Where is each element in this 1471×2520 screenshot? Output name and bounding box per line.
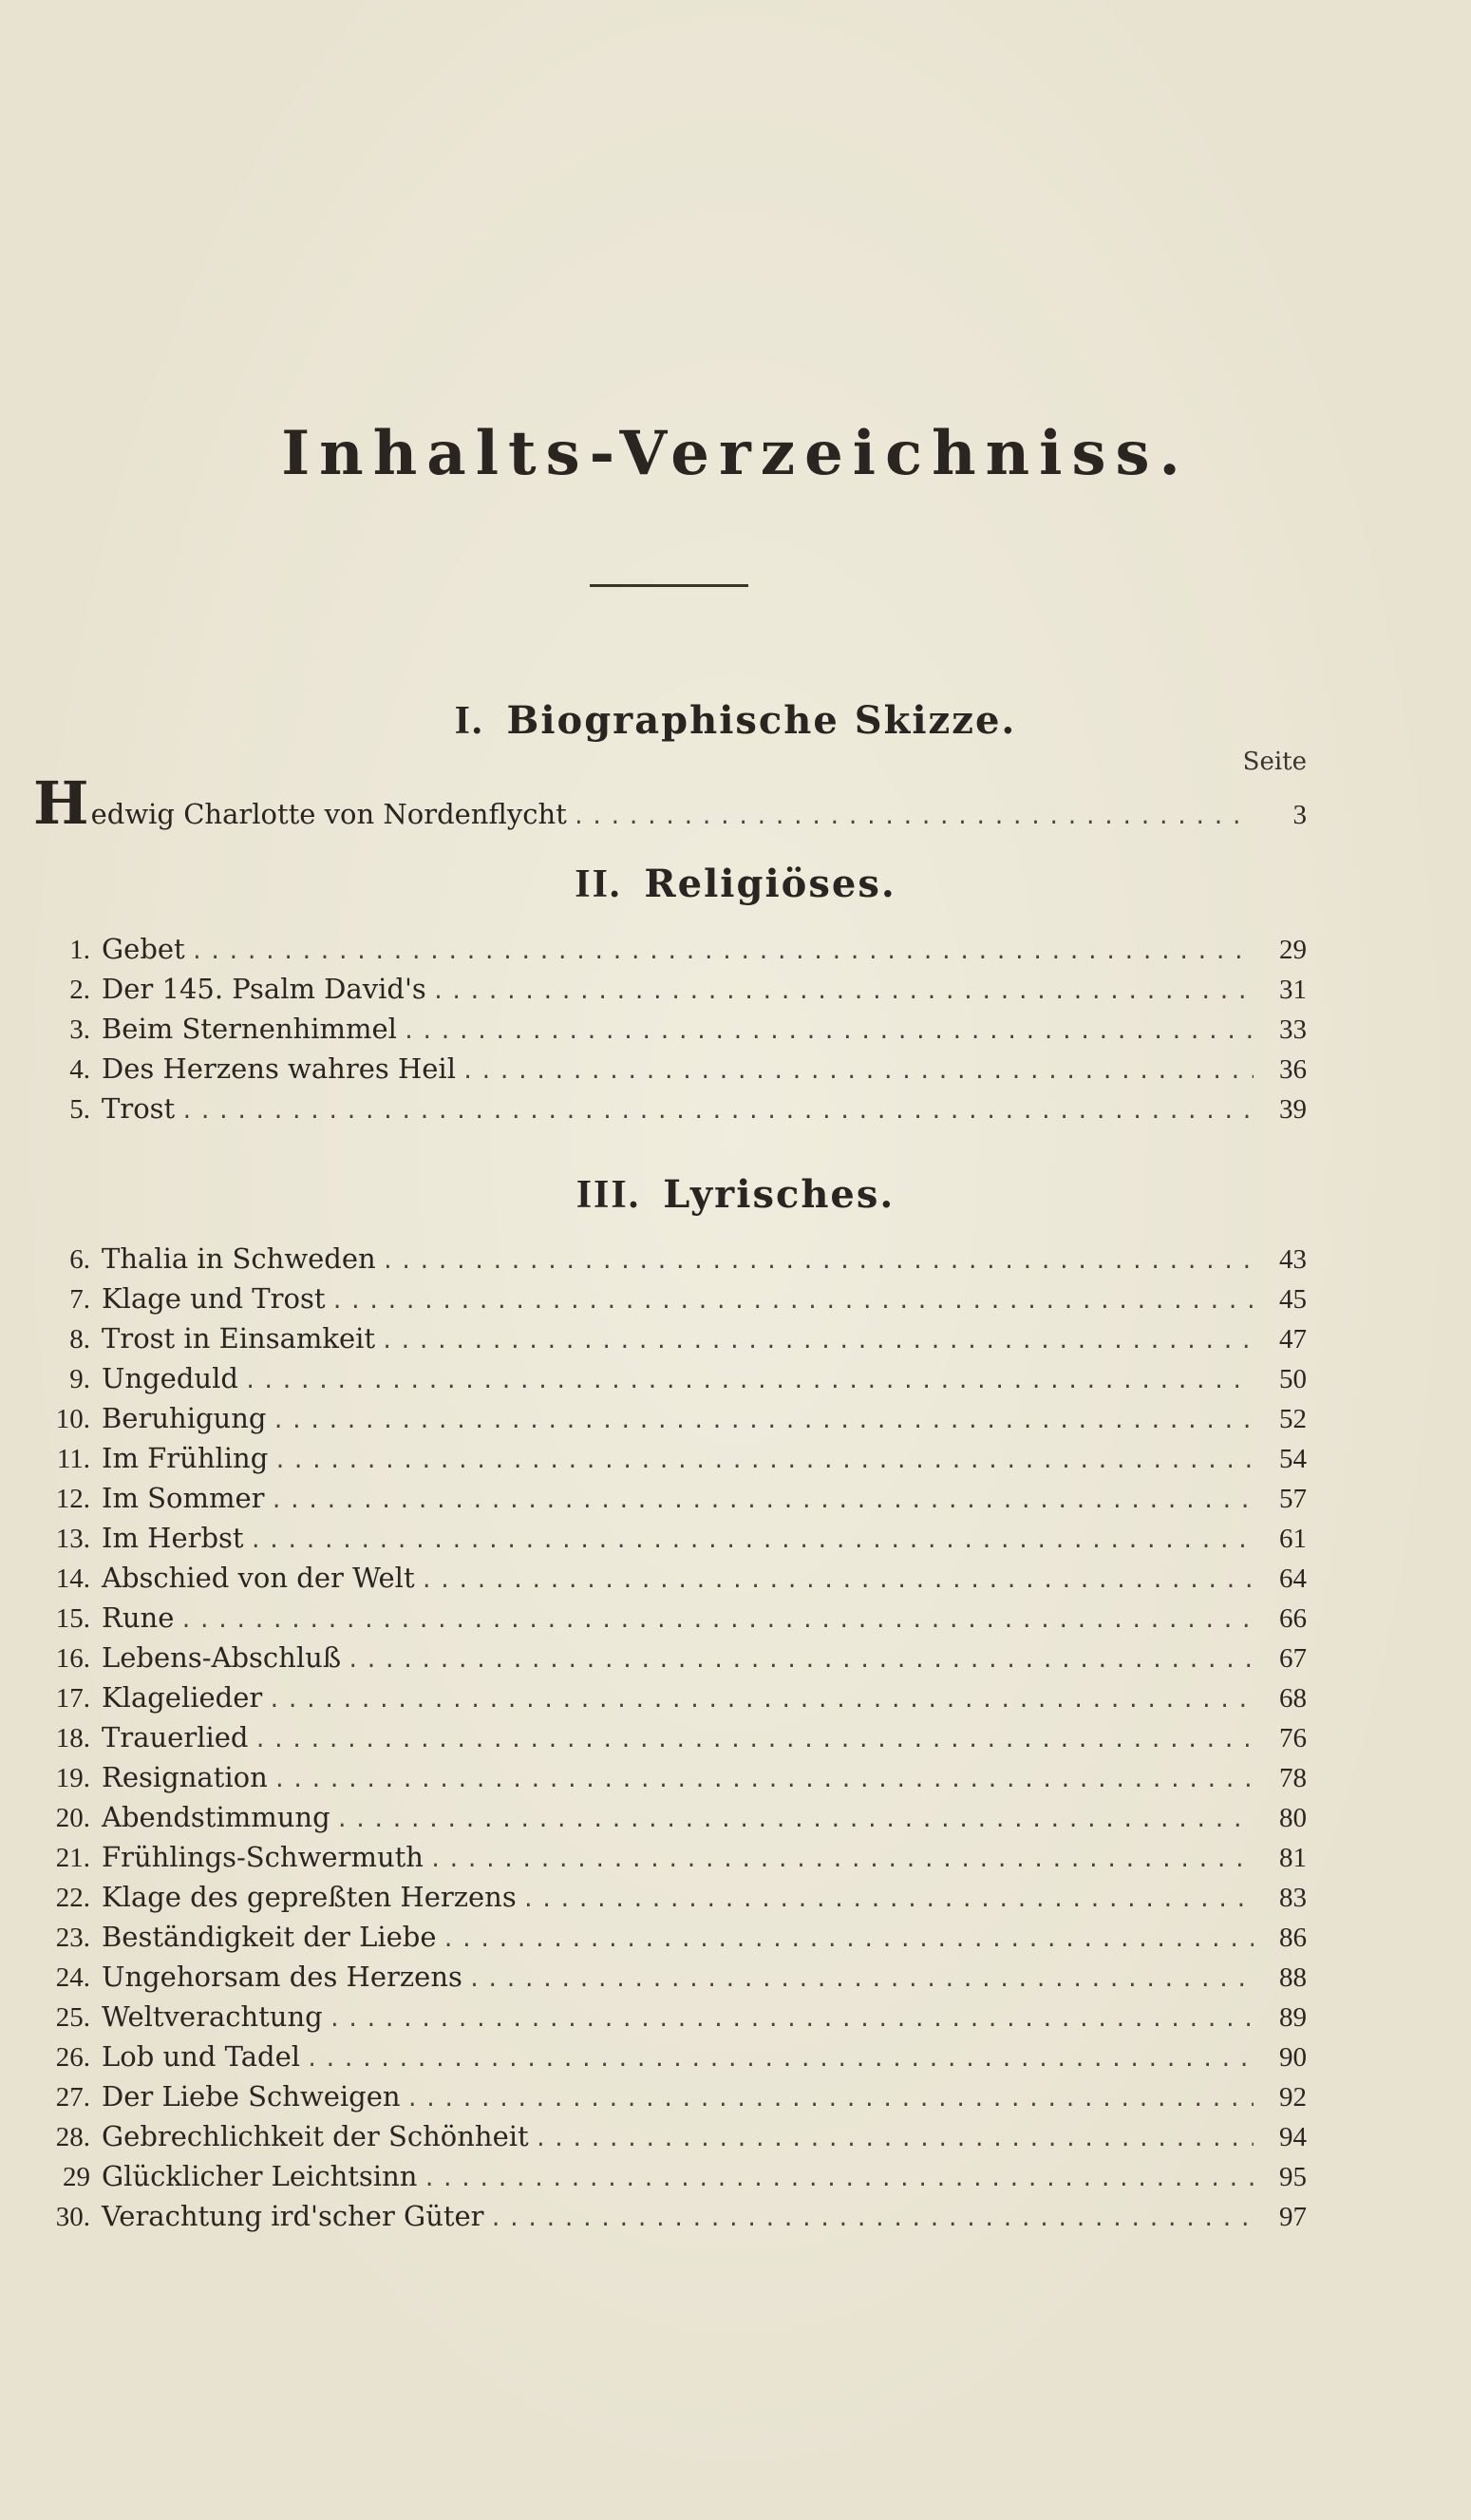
dot-leader	[347, 1649, 1254, 1673]
toc-entry-page: 33	[1279, 1014, 1307, 1045]
toc-entry	[33, 1282, 1307, 1320]
toc-entry	[33, 1601, 1307, 1639]
dot-leader	[329, 2008, 1254, 2032]
toc-entry-title: Trost in Einsamkeit	[102, 1322, 376, 1355]
toc-entry-page: 88	[1279, 1962, 1307, 1993]
toc-entry	[33, 1322, 1307, 1360]
toc-entry-page: 31	[1279, 975, 1307, 1005]
toc-entry-page: 78	[1279, 1763, 1307, 1793]
toc-entry	[33, 1681, 1307, 1719]
toc-entry-number: 10.	[55, 1404, 90, 1434]
toc-entry-number: 14.	[55, 1563, 90, 1594]
toc-entry-title: Ungehorsam des Herzens	[102, 1961, 462, 1993]
toc-entry-title: Beruhigung	[102, 1402, 267, 1434]
toc-entry-title: Im Frühling	[102, 1442, 269, 1474]
toc-entry-page: 43	[1279, 1244, 1307, 1275]
section-numeral: III.	[575, 1173, 641, 1217]
title-divider	[590, 584, 748, 587]
toc-entry	[33, 1921, 1307, 1959]
toc-entry-page: 68	[1279, 1683, 1307, 1714]
toc-entry	[33, 1402, 1307, 1440]
toc-entry-title: Trauerlied	[102, 1721, 249, 1753]
toc-entry-page: 52	[1279, 1404, 1307, 1434]
dot-leader	[331, 1290, 1254, 1314]
toc-entry	[33, 2080, 1307, 2118]
toc-entry-page: 90	[1279, 2042, 1307, 2073]
dot-leader	[271, 1489, 1254, 1513]
toc-entry-page: 76	[1279, 1723, 1307, 1753]
toc-entry	[33, 933, 1307, 971]
toc-entry-page: 86	[1279, 1923, 1307, 1953]
toc-entry-number: 2.	[69, 975, 90, 1005]
section-numeral: I.	[454, 699, 484, 743]
section-numeral: II.	[575, 862, 622, 906]
dot-leader	[490, 2207, 1254, 2231]
toc-entry-title: Abschied von der Welt	[102, 1562, 415, 1594]
toc-entry-page: 45	[1279, 1284, 1307, 1315]
toc-entry-page: 3	[1292, 800, 1307, 830]
toc-entry	[33, 1881, 1307, 1919]
drop-cap: H	[33, 768, 89, 838]
dot-leader	[535, 2128, 1254, 2151]
toc-entry-page: 64	[1279, 1563, 1307, 1594]
toc-entry	[33, 1052, 1307, 1090]
toc-entry-number: 25.	[55, 2002, 90, 2033]
toc-entry-number: 29	[63, 2162, 90, 2192]
toc-entry-number: 6.	[69, 1244, 90, 1275]
toc-entry-number: 8.	[69, 1324, 90, 1355]
toc-entry-title: edwig Charlotte von Nordenflycht	[90, 798, 567, 830]
toc-entry	[33, 1961, 1307, 1999]
dot-leader	[423, 2168, 1254, 2191]
toc-entry-page: 50	[1279, 1364, 1307, 1394]
dot-leader	[254, 1729, 1254, 1753]
dot-leader	[180, 1100, 1254, 1124]
toc-entry	[33, 973, 1307, 1011]
dot-leader	[403, 1020, 1254, 1044]
toc-entry-number: 22.	[55, 1883, 90, 1913]
toc-entry-page: 95	[1279, 2162, 1307, 2192]
dot-leader	[382, 1250, 1254, 1274]
section-title: Religiöses.	[644, 862, 896, 906]
toc-entry-number: 7.	[69, 1284, 90, 1315]
toc-entry-title: Des Herzens wahres Heil	[102, 1052, 456, 1085]
toc-entry-page: 29	[1279, 935, 1307, 965]
dot-leader	[462, 1060, 1254, 1084]
toc-entry	[33, 2200, 1307, 2238]
dot-leader	[179, 1609, 1254, 1633]
dot-leader	[381, 1330, 1254, 1354]
toc-entry	[33, 1482, 1307, 1520]
toc-entry	[33, 1562, 1307, 1600]
toc-entry-number: 30.	[55, 2202, 90, 2232]
dot-leader	[306, 2048, 1254, 2072]
toc-entry-number: 5.	[69, 1094, 90, 1125]
toc-entry	[33, 1442, 1307, 1480]
dot-leader	[250, 1529, 1254, 1553]
toc-entry-title: Gebrechlichkeit der Schönheit	[102, 2120, 529, 2152]
toc-entry-page: 92	[1279, 2082, 1307, 2113]
toc-entry	[33, 1362, 1307, 1400]
toc-entry-page: 94	[1279, 2122, 1307, 2152]
toc-entry	[33, 2000, 1307, 2038]
toc-entry-number: 19.	[55, 1763, 90, 1793]
toc-entry	[33, 2120, 1307, 2158]
toc-entry-page: 67	[1279, 1643, 1307, 1674]
toc-entry	[33, 1013, 1307, 1051]
toc-entry-title: Weltverachtung	[102, 2000, 323, 2033]
toc-entry-number: 9.	[69, 1364, 90, 1394]
dot-leader	[244, 1370, 1254, 1393]
toc-entry-title: Beim Sternenhimmel	[102, 1013, 397, 1045]
toc-entry	[33, 1522, 1307, 1560]
dot-leader	[191, 940, 1254, 964]
section-title: Biographische Skizze.	[506, 698, 1017, 743]
toc-entry-number: 12.	[55, 1484, 90, 1514]
toc-entry-title: Im Sommer	[102, 1482, 265, 1514]
toc-entry-number: 17.	[55, 1683, 90, 1714]
dot-leader	[443, 1928, 1254, 1952]
toc-entry-page: 80	[1279, 1803, 1307, 1833]
toc-entry-title: Trost	[102, 1092, 176, 1125]
toc-entry	[33, 1801, 1307, 1839]
toc-entry-number: 11.	[56, 1444, 90, 1474]
toc-entry-title: Abendstimmung	[102, 1801, 330, 1833]
toc-entry-title: Resignation	[102, 1761, 268, 1793]
toc-entry-title: Lebens-Abschluß	[102, 1641, 342, 1674]
toc-entry-page: 83	[1279, 1883, 1307, 1913]
toc-entry	[33, 1242, 1307, 1280]
toc-entry-title: Rune	[102, 1601, 175, 1634]
dot-leader	[522, 1888, 1254, 1912]
toc-entry-number: 20.	[55, 1803, 90, 1833]
dot-leader	[272, 1410, 1254, 1433]
toc-entry-page: 66	[1279, 1603, 1307, 1634]
toc-entry-page: 54	[1279, 1444, 1307, 1474]
dot-leader	[336, 1809, 1254, 1832]
toc-entry-number: 13.	[55, 1524, 90, 1554]
toc-entry-number: 18.	[55, 1723, 90, 1753]
toc-entry-title: Ungeduld	[102, 1362, 238, 1394]
toc-entry-number: 24.	[55, 1962, 90, 1993]
toc-entry-page: 36	[1279, 1054, 1307, 1085]
toc-entry-number: 27.	[55, 2082, 90, 2113]
toc-entry	[33, 1761, 1307, 1799]
toc-entry-number: 4.	[69, 1054, 90, 1085]
toc-entry-number: 16.	[55, 1643, 90, 1674]
toc-entry-number: 3.	[69, 1014, 90, 1045]
dot-leader	[468, 1968, 1254, 1992]
toc-entry-title: Glücklicher Leichtsinn	[102, 2160, 418, 2192]
section-heading-religioeses	[0, 862, 1471, 907]
toc-entry-number: 1.	[69, 935, 90, 965]
toc-entry-number: 15.	[55, 1603, 90, 1634]
toc-entry	[33, 1092, 1307, 1130]
dot-leader	[421, 1569, 1254, 1593]
section-heading-lyrisches	[0, 1172, 1471, 1218]
toc-entry-number: 21.	[55, 1843, 90, 1873]
toc-entry	[33, 1841, 1307, 1879]
toc-entry-page: 89	[1279, 2002, 1307, 2033]
dot-leader	[432, 980, 1254, 1004]
toc-entry	[33, 768, 1307, 838]
toc-entry-number: 28.	[55, 2122, 90, 2152]
toc-entry-title: Klage und Trost	[102, 1282, 326, 1315]
toc-entry-page: 97	[1279, 2202, 1307, 2232]
toc-entry-title: Der 145. Psalm David's	[102, 973, 426, 1005]
toc-entry-page: 81	[1279, 1843, 1307, 1873]
toc-entry-title: Frühlings-Schwermuth	[102, 1841, 424, 1873]
toc-entry	[33, 1641, 1307, 1679]
toc-entry-page: 61	[1279, 1524, 1307, 1554]
section-heading-biographie	[0, 698, 1471, 744]
dot-leader	[406, 2088, 1254, 2112]
dot-leader	[273, 1769, 1254, 1792]
toc-entry	[33, 1721, 1307, 1759]
toc-entry-title: Gebet	[102, 933, 185, 965]
toc-entry-title: Beständigkeit der Liebe	[102, 1921, 437, 1953]
dot-leader	[573, 805, 1254, 829]
toc-entry	[33, 2160, 1307, 2198]
dot-leader	[429, 1848, 1254, 1872]
toc-entry	[33, 2040, 1307, 2078]
toc-entry-title: Klage des gepreßten Herzens	[102, 1881, 517, 1913]
toc-entry-page: 57	[1279, 1484, 1307, 1514]
toc-entry-number: 23.	[55, 1923, 90, 1953]
toc-entry-title: Lob und Tadel	[102, 2040, 301, 2073]
toc-entry-title: Verachtung ird'scher Güter	[102, 2200, 484, 2232]
toc-entry-page: 39	[1279, 1094, 1307, 1125]
section-title: Lyrisches.	[663, 1172, 896, 1217]
toc-entry-title: Im Herbst	[102, 1522, 244, 1554]
dot-leader	[273, 1449, 1254, 1473]
toc-entry-title: Klagelieder	[102, 1681, 263, 1714]
page-column-label: Seite	[1242, 748, 1307, 776]
toc-entry-page: 47	[1279, 1324, 1307, 1355]
toc-entry-title: Thalia in Schweden	[102, 1242, 376, 1275]
toc-entry-number: 26.	[55, 2042, 90, 2073]
page-title: Inhalts-Verzeichniss.	[281, 418, 1190, 489]
dot-leader	[268, 1689, 1254, 1713]
toc-entry-title: Der Liebe Schweigen	[102, 2080, 401, 2113]
